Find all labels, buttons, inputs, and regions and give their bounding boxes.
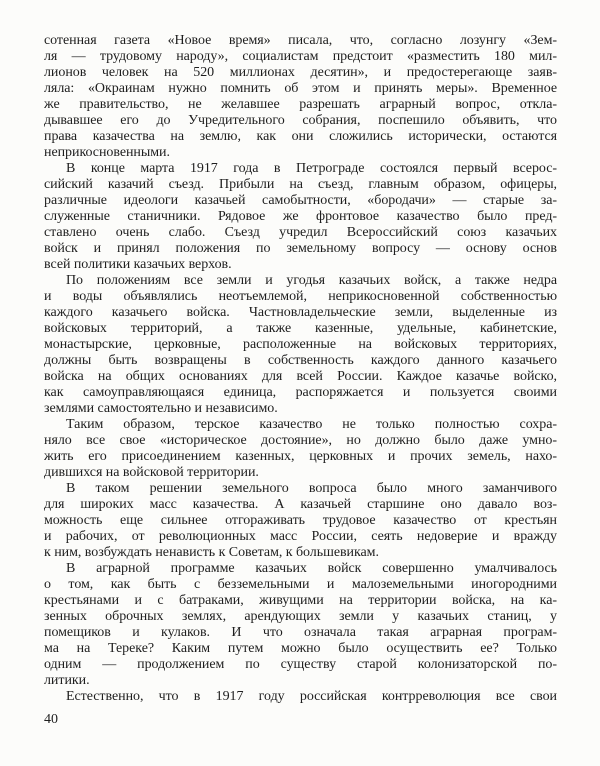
text-line: должны быть возвращены в собственность каждого данного казачьего (44, 353, 557, 368)
text-line: войск и принял положения по земельному вопросу — основу основ (44, 241, 557, 256)
text-line: монастырские, церковные, расположенные на войсковых территориях, (44, 337, 557, 352)
text-line: По положениям все земли и угодья казачьих войск, а также недра (66, 273, 557, 288)
text-line: войска на общих основаниях для всей России. Каждое казачье войско, (44, 369, 557, 384)
text-line: дывавшее его до Учредительного собрания, поспешило объявить, что (44, 113, 557, 128)
text-line: права казачества на землю, как они сложились исторически, остаются (44, 129, 557, 144)
text-line: как самоуправляющаяся единица, распоряжается и пользуется своими (44, 385, 557, 400)
text-line: и воды объявлялись неотъемлемой, неприкосновенной собственностью (44, 289, 557, 304)
text-line: В аграрной программе казачьих войск совершенно умалчивалось (66, 561, 557, 576)
text-line: всей политики казачьих верхов. (44, 257, 232, 272)
text-line: сотенная газета «Новое время» писала, что, согласно лозунгу «Зем- (44, 33, 557, 48)
text-line: же правительство, не желавшее разрешать аграрный вопрос, откла- (44, 97, 557, 112)
text-line: сийский казачий съезд. Прибыли на съезд, главным образом, офицеры, (44, 177, 557, 192)
text-line: ля — трудовому народу», социалистам предстоит «разместить 180 мил- (44, 49, 557, 64)
text-line: неприкосновенными. (44, 145, 170, 160)
paragraph (44, 417, 557, 481)
text-line: лионов человек на 520 миллионах десятин», и предостерегающе заяв- (44, 65, 557, 80)
text-line: одним — продолжением по существу старой колонизаторской по- (44, 657, 557, 672)
text-line: землями самостоятельно и независимо. (44, 401, 278, 416)
text-line: Таким образом, терское казачество не только полностью сохра- (66, 417, 557, 432)
paragraph (44, 689, 557, 705)
text-line: и рабочих, от революционных масс России, сеять недоверие и вражду (44, 529, 557, 544)
text-line: В таком решении земельного вопроса было много заманчивого (66, 481, 557, 496)
text-line: зенных оброчных землях, арендующих земли у казачьих станиц, у (44, 609, 557, 624)
paragraph (44, 161, 557, 273)
text-line: В конце марта 1917 года в Петрограде состоялся первый всерос- (66, 161, 557, 176)
text-line: жить его присоединением казенных, церковных и прочих земель, нахо- (44, 449, 557, 464)
paragraph (44, 561, 557, 689)
text-line: литики. (44, 673, 90, 688)
paragraph (44, 273, 557, 417)
paragraph (44, 481, 557, 561)
text-line: для широких масс казачества. А казачьей старшине оно давало воз- (44, 497, 557, 512)
paragraph (44, 33, 557, 161)
text-line: няло все свое «историческое достояние», но должно было даже умно- (44, 433, 557, 448)
text-line: о том, как быть с безземельными и малоземельными иногородними (44, 577, 557, 592)
text-line: к ним, возбуждать ненависть к Советам, к большевикам. (44, 545, 379, 560)
text-block (44, 33, 557, 705)
text-line: каждого казачьего войска. Частновладельческие земли, выделенные из (44, 305, 557, 320)
text-line: Естественно, что в 1917 году российская контрреволюция все свои (66, 689, 557, 704)
text-line: служенные станичники. Рядовое же фронтовое казачество было пред- (44, 209, 557, 224)
text-line: дившихся на войсковой территории. (44, 465, 259, 480)
text-line: можность еще сильнее отгораживать трудовое казачество от крестьян (44, 513, 557, 528)
text-line: помещиков и кулаков. И что означала такая аграрная програм- (44, 625, 557, 640)
text-line: ма на Тереке? Каким путем можно было осуществить ее? Только (44, 641, 557, 656)
text-line: крестьянами и с батраками, живущими на территории войска, на ка- (44, 593, 557, 608)
text-line: ставлено очень слабо. Съезд учредил Всероссийский союз казачьих (44, 225, 557, 240)
text-line: различные идеологи казачьей самобытности, «бородачи» — старые за- (44, 193, 557, 208)
text-line: войсковых территорий, а также казенные, удельные, кабинетские, (44, 321, 557, 336)
page-number: 40 (44, 712, 58, 727)
text-line: ляла: «Окраинам нужно помнить об этом и принять меры». Временное (44, 81, 557, 96)
